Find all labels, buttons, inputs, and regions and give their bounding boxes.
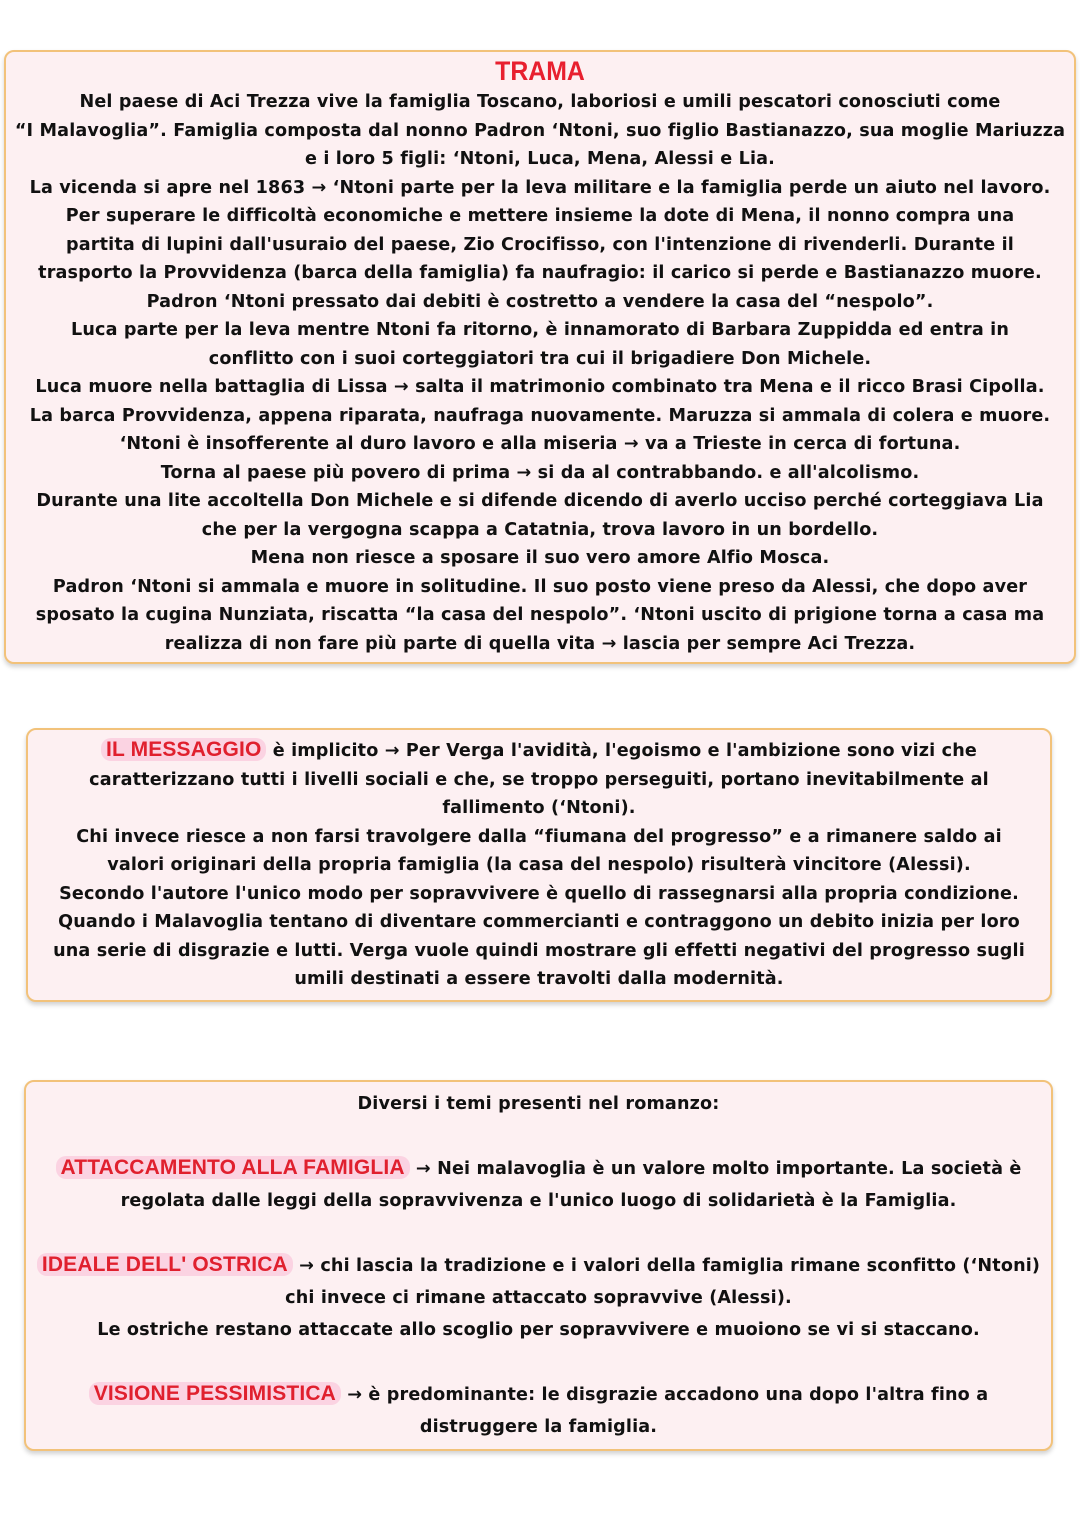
tema-famiglia-text: → Nei malavoglia è un valore molto importante. La società è	[409, 1159, 1022, 1179]
trama-line: partita di lupini dall'usuraio del paese, Zio Crocifisso, con l'intenzione di rivenderli. Durante il	[66, 234, 1014, 255]
trama-line: Luca muore nella battaglia di Lissa → salta il matrimonio combinato tra Mena e il ricco Brasi Cipolla.	[35, 377, 1045, 397]
temi-intro: Diversi i temi presenti nel romanzo:	[357, 1094, 720, 1114]
tema-pessimismo-line	[34, 1378, 1043, 1411]
trama-line: Durante una lite accoltella Don Michele e si difende dicendo di averlo ucciso perché corteggiava Lia	[36, 491, 1044, 511]
messaggio-line: umili destinati a essere travolti dalla modernità.	[294, 969, 784, 989]
messaggio-line: Chi invece riesce a non farsi travolgere dalla “fiumana del progresso” e a rimanere saldo ai	[76, 826, 1002, 847]
trama-line: Padron ‘Ntoni pressato dai debiti è costretto a vendere la casa del “nespolo”.	[146, 291, 934, 312]
messaggio-label: IL MESSAGGIO	[101, 738, 266, 761]
tema-ostrica-line	[34, 1249, 1043, 1282]
messaggio-line: valori originari della propria famiglia (la casa del nespolo) risulterà vincitore (Alessi).	[107, 855, 971, 875]
trama-card	[4, 50, 1076, 664]
trama-line: Mena non riesce a sposare il suo vero amore Alfio Mosca.	[250, 548, 830, 568]
trama-line: realizza di non fare più parte di quella vita → lascia per sempre Aci Trezza.	[164, 633, 916, 654]
trama-line: Torna al paese più povero di prima → si da al contrabbando. e all'alcolismo.	[160, 462, 920, 483]
trama-line: “I Malavoglia”. Famiglia composta dal nonno Padron ‘Ntoni, suo figlio Bastianazzo, sua moglie Mariuzza	[14, 120, 1066, 141]
tema-famiglia-line	[34, 1152, 1043, 1185]
trama-line: La vicenda si apre nel 1863 → ‘Ntoni parte per la leva militare e la famiglia perde un aiuto nel lavoro.	[29, 177, 1051, 198]
tema-pessimismo-text: → è predominante: le disgrazie accadono una dopo l'altra fino a	[340, 1385, 989, 1405]
trama-line: conflitto con i suoi corteggiatori tra cui il brigadiere Don Michele.	[208, 348, 872, 369]
trama-title: TRAMA	[495, 56, 585, 86]
trama-line: trasporto la Provvidenza (barca della famiglia) fa naufragio: il carico si perde e Bastianazzo muore.	[38, 263, 1042, 283]
trama-line: Padron ‘Ntoni si ammala e muore in solitudine. Il suo posto viene preso da Alessi, che dopo aver	[52, 576, 1028, 597]
trama-line: che per la vergogna scappa a Catatnia, trova lavoro in un bordello.	[201, 519, 879, 540]
tema-pessimismo-label: VISIONE PESSIMISTICA	[89, 1382, 341, 1405]
trama-line: Per superare le difficoltà economiche e mettere insieme la dote di Mena, il nonno compra una	[65, 206, 1015, 226]
temi-card	[24, 1080, 1053, 1451]
messaggio-line: Quando i Malavoglia tentano di diventare commercianti e contraggono un debito inizia per loro	[58, 912, 1020, 932]
trama-line: ‘Ntoni è insofferente al duro lavoro e alla miseria → va a Trieste in cerca di fortuna.	[119, 434, 961, 454]
messaggio-line: Secondo l'autore l'unico modo per sopravvivere è quello di rassegnarsi alla propria condizione.	[59, 883, 1019, 904]
trama-line: sposato la cugina Nunziata, riscatta “la casa del nespolo”. ‘Ntoni uscito di prigione torna a casa ma	[35, 605, 1045, 625]
messaggio-line: caratterizzano tutti i livelli sociali e che, se troppo perseguiti, portano inevitabilmente al	[89, 769, 989, 790]
messaggio-line: una serie di disgrazie e lutti. Verga vuole quindi mostrare gli effetti negativi del progresso sugli	[53, 940, 1025, 961]
tema-famiglia-line2: regolata dalle leggi della sopravvivenza e l'unico luogo di solidarietà è la Famiglia.	[120, 1191, 957, 1211]
messaggio-card	[26, 728, 1052, 1002]
trama-line: La barca Provvidenza, appena riparata, naufraga nuovamente. Maruzza si ammala di colera e muore.	[29, 405, 1051, 426]
tema-pessimismo-line2: distruggere la famiglia.	[419, 1417, 658, 1437]
tema-ostrica-text: → chi lascia la tradizione e i valori della famiglia rimane sconfitto (‘Ntoni)	[292, 1256, 1041, 1276]
trama-line: e i loro 5 figli: ‘Ntoni, Luca, Mena, Alessi e Lia.	[304, 149, 776, 169]
tema-ostrica-line2: chi invece ci rimane attaccato sopravvive (Alessi).	[285, 1288, 792, 1308]
tema-ostrica-label: IDEALE DELL' OSTRICA	[37, 1253, 293, 1276]
tema-ostrica-line3: Le ostriche restano attaccate allo scoglio per sopravvivere e muoiono se vi si staccano.	[97, 1320, 980, 1340]
messaggio-line: fallimento (‘Ntoni).	[442, 798, 636, 818]
trama-line: Nel paese di Aci Trezza vive la famiglia Toscano, laboriosi e umili pescatori conosciuti come	[79, 92, 1001, 112]
messaggio-first-text: è implicito → Per Verga l'avidità, l'egoismo e l'ambizione sono vizi che	[266, 741, 977, 761]
tema-famiglia-label: ATTACCAMENTO ALLA FAMIGLIA	[56, 1156, 410, 1179]
trama-line: Luca parte per la leva mentre Ntoni fa ritorno, è innamorato di Barbara Zuppidda ed entra in	[70, 320, 1010, 340]
messaggio-first-line	[36, 736, 1042, 766]
